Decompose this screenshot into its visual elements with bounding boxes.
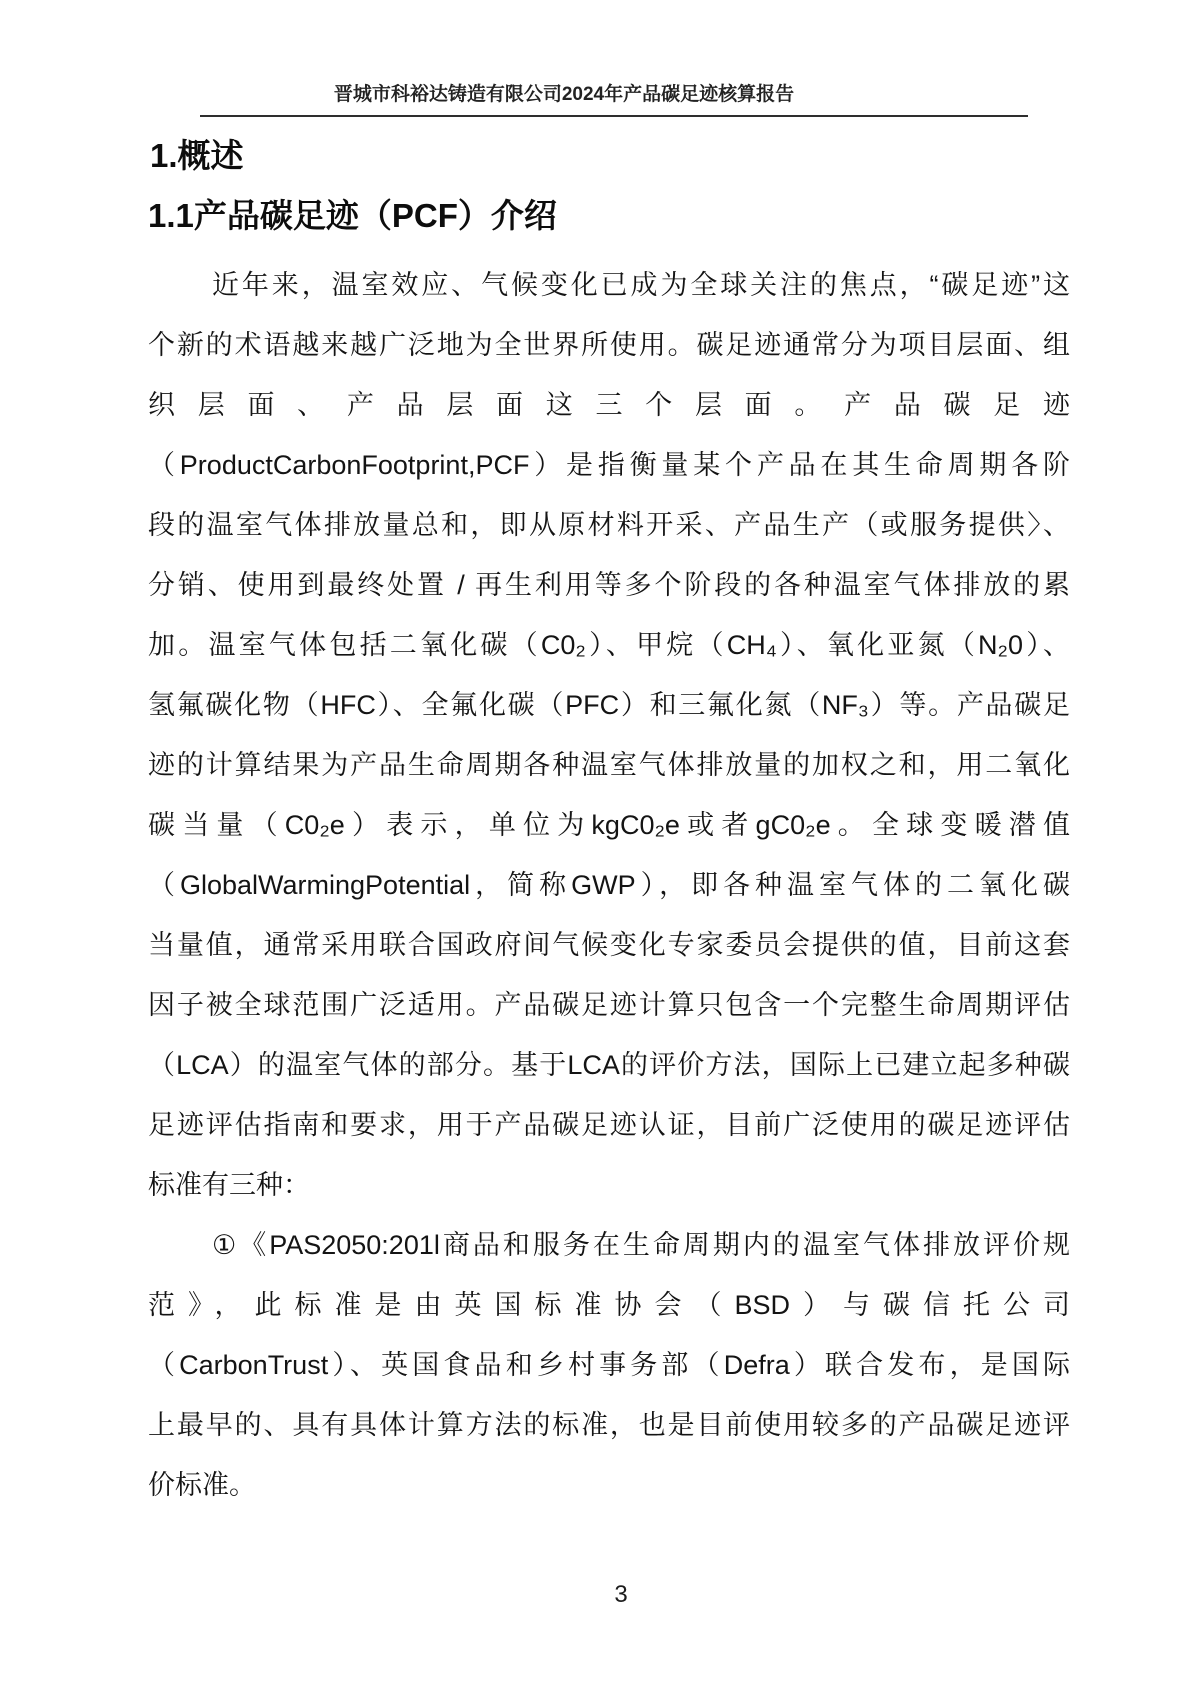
page-number: 3 [614,1581,628,1608]
paragraph1-line: （GlobalWarmingPotential，简称GWP），即各种温室气体的二氧化碳 [148,870,1070,900]
paragraph1-line: 迹的计算结果为产品生命周期各种温室气体排放量的加权之和，用二氧化 [148,750,1070,780]
paragraph1-line: （LCA）的温室气体的部分。基于LCA的评价方法，国际上已建立起多种碳 [148,1050,1070,1080]
header-divider-line [200,115,1028,117]
paragraph2-line: 范》，此标准是由英国标准协会（BSD）与碳信托公司 [148,1290,1070,1320]
paragraph1-line: 因子被全球范围广泛适用。产品碳足迹计算只包含一个完整生命周期评估 [148,990,1070,1020]
paragraph1-line: 足迹评估指南和要求，用于产品碳足迹认证，目前广泛使用的碳足迹评估 [148,1110,1070,1140]
section-heading-overview: 1.概述 [150,137,244,174]
paragraph2-line: （CarbonTrust）、英国食品和乡村事务部（Defra）联合发布，是国际 [148,1350,1070,1380]
paragraph1-line: 氢氟碳化物（HFC）、全氟化碳（PFC）和三氟化氮（NF₃）等。产品碳足 [148,690,1070,720]
paragraph1-line: 段的温室气体排放量总和，即从原材料开采、产品生产（或服务提供〉、 [148,510,1070,540]
paragraph1-line: 标准有三种： [148,1170,310,1200]
paragraph2-line: 上最早的、具有具体计算方法的标准，也是目前使用较多的产品碳足迹评 [148,1410,1070,1440]
body-text-block [148,255,1070,1515]
paragraph1-line: 加。温室气体包括二氧化碳（C0₂）、甲烷（CH₄）、氧化亚氮（N₂0）、 [148,630,1070,660]
page-header-title: 晋城市科裕达铸造有限公司2024年产品碳足迹核算报告 [333,84,795,105]
subsection-heading-pcf-intro: 1.1产品碳足迹（PCF）介绍 [148,197,557,234]
paragraph2-line: ①《PAS2050:201l商品和服务在生命周期内的温室气体排放评价规 [212,1230,1070,1260]
paragraph1-line: 当量值，通常采用联合国政府间气候变化专家委员会提供的值，目前这套 [148,930,1070,960]
paragraph1-line: 个新的术语越来越广泛地为全世界所使用。碳足迹通常分为项目层面、组 [148,330,1070,360]
paragraph1-line: 碳当量（C0₂e）表示，单位为kgC0₂e或者gC0₂e。全球变暖潜值 [148,810,1070,840]
paragraph1-line: （ProductCarbonFootprint,PCF）是指衡量某个产品在其生命周期各阶 [148,450,1070,480]
paragraph1-line: 织层面、产品层面这三个层面。产品碳足迹 [148,390,1070,420]
paragraph2-line: 价标准。 [148,1470,256,1500]
paragraph1-line: 近年来，温室效应、气候变化已成为全球关注的焦点，“碳足迹”这 [212,270,1070,300]
paragraph1-line: 分销、使用到最终处置 / 再生利用等多个阶段的各种温室气体排放的累 [148,570,1070,600]
